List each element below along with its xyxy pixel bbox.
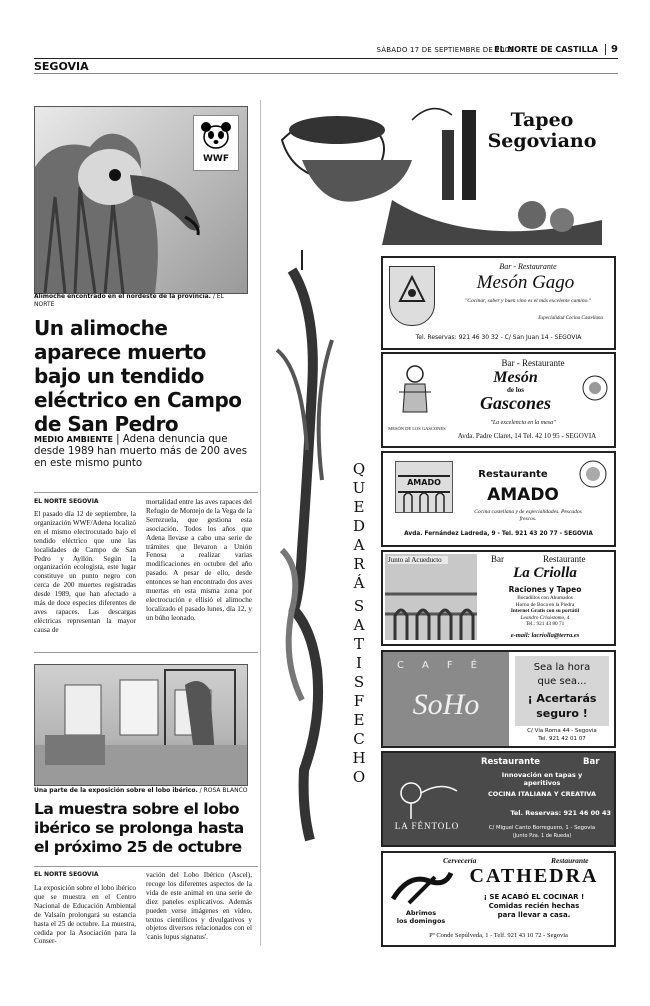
ad-restaurante-amado[interactable] [381, 451, 616, 547]
byline2-rule [34, 866, 258, 867]
section-label: SEGOVIA [34, 60, 89, 73]
slogan-letter: C [353, 730, 365, 748]
amado-footer: Avda. Fernández Ladreda, 9 - Tel. 921 43 20 77 - SEGOVIA [383, 531, 614, 537]
slogan-letter: O [352, 768, 366, 786]
slogan-letter: E [353, 498, 365, 516]
gascones-name [448, 370, 583, 412]
gago-top: Bar - Restaurante [499, 262, 557, 271]
fentolo-desc [473, 771, 611, 798]
gascones-seal-icon [581, 374, 609, 402]
amado-seal-icon [578, 459, 608, 489]
gascones-top: Bar - Restaurante [501, 358, 565, 368]
soho-slogan-3: ¡ Acertarás [527, 692, 597, 705]
vertical-slogan [352, 460, 366, 787]
fentolo-top-left: Restaurante [481, 757, 541, 767]
ad-la-fentolo[interactable] [381, 751, 616, 847]
cathedra-open-1: Abrimos [405, 909, 437, 917]
amado-badge: AMADO [407, 478, 441, 487]
ad-la-criolla[interactable] [381, 550, 616, 646]
wwf-logo [193, 115, 239, 171]
gascones-slogan: "La excelencia en la mesa" [490, 420, 556, 426]
criolla-line-2: Horno de Boca en la Piedra [515, 601, 575, 608]
cathedra-top-right: Restaurante [551, 856, 589, 865]
section-rule [34, 73, 618, 74]
amado-top: Restaurante [478, 469, 548, 480]
soho-slogan-1: Sea la hora [533, 662, 591, 673]
story-divider [34, 652, 258, 653]
slogan-letter: D [352, 517, 366, 535]
criolla-sub: Raciones y Tapeo [508, 585, 582, 594]
header-paper: EL NORTE DE CASTILLA [494, 45, 598, 54]
fentolo-desc-3: COCINA ITALIANA Y CREATIVA [487, 790, 597, 798]
amado-name: AMADO [487, 485, 559, 505]
fentolo-phone: Tel. Reservas: 921 46 00 43 [510, 809, 611, 817]
slogan-letter: Q [352, 460, 366, 478]
panda-icon [198, 120, 234, 150]
soho-panel [383, 652, 509, 746]
gascones-side: MESÓN DE LOS GASCONES [388, 426, 446, 431]
ad-cafe-soho[interactable] [381, 650, 616, 748]
slogan-letter: F [353, 692, 365, 710]
gascones-name-3: Gascones [480, 393, 551, 413]
criolla-side: Junto al Acueducto [388, 556, 448, 564]
story1-col2: mortalidad entre las aves rapaces del Refugio de Montejo de la Vega de la Serrezuela, que gestiona esta asociación. Todos los años que Adena llevase a cabo una serie de trámites que llevaron a Unión Fenosa a realizar varias modificaciones en octubre del año pasado. A pesar de ello, desde entonces se han encontrado dos aves muertas en esta misma zona por electrocución e ellisió el alimoche localizado el pasado lunes, día 12, y un búho leonado. [146, 498, 252, 622]
tapeo-title [467, 110, 617, 152]
soho-slogan-2: que sea... [537, 676, 587, 687]
caption2-text: Una parte de la exposición sobre el lobo ibérico. [34, 787, 198, 794]
caption-credit: / EL NORTE [34, 293, 224, 308]
criolla-aqueduct-photo [385, 554, 477, 640]
slogan-letter: R [353, 555, 365, 573]
criolla-details [479, 595, 611, 628]
fentolo-desc-2: aperitivos [523, 779, 561, 787]
gascones-footer: Avda. Padre Claret, 14 Tel. 42 10 95 - SEGOVIA [457, 432, 597, 440]
slogan-letter: E [353, 711, 365, 729]
subhead-text: Adena denuncia que desde 1989 han muerto más de 200 aves en este mismo punto [34, 434, 248, 469]
fentolo-desc-1: Innovación en tapas y [501, 771, 583, 779]
headline-2: La muestra sobre el lobo ibérico se prolonga hasta el próximo 25 de octubre [34, 800, 244, 856]
soho-address: C/ Vía Roma 44 - Segovia [527, 728, 597, 734]
fentolo-logo-icon [391, 773, 461, 821]
soho-cafe: CAFÉ [397, 660, 495, 671]
soho-brand: SoHo [412, 688, 480, 721]
story1-col1: El pasado día 12 de septiembre, la organización WWF/Adena localizó en el mismo electrocutado bajo el tendido eléctrico que une las localidades de Campo de San Pedro y Ayllón. Según la organización ecologista, este lugar constituye un punto negro con cerca de 200 muertes registradas desde 1989, que han afectado a más de doce especies diferentes de aves rapaces. Las descargas eléctricas representan la mayor causa de [34, 510, 136, 634]
column-divider [260, 100, 261, 946]
hanging-ham-illustration [272, 250, 338, 850]
gago-quote: "Cocinar, saber y buen vino es el más excelente camino." [464, 298, 592, 304]
tapeo-title-2: Segoviano [487, 130, 597, 152]
slogan-letter: Á [353, 574, 365, 592]
story2-col1: La exposición sobre el lobo ibérico que se muestra en el Centro Nacional de Educación Ambiental de Valsaín prolongará su estancia hasta el 25 de octubre. La muestra, cedida por la Asociación para la Conser- [34, 884, 136, 946]
cathedra-open [391, 909, 451, 925]
slogan-letter: S [353, 673, 365, 691]
header-rule [34, 58, 618, 59]
headline: Un alimoche aparece muerto bajo un tendido eléctrico en Campo de San Pedro [34, 316, 242, 436]
story2-col2: vación del Lobo Ibérico (Ascel), recoge los diferentes aspectos de la vida de este animal en una serie de diez paneles explicativos. Además pueden verse imágenes en vídeo, textos científicos y divulgativos y objetos diversos relacionados con el 'canis lupus signatus'. [146, 871, 252, 942]
soho-slogan-box [515, 656, 609, 726]
criolla-name: La Criolla [513, 565, 577, 581]
cathedra-logo-icon [389, 867, 455, 907]
cathedra-promo [457, 893, 611, 920]
byline-rule [34, 492, 258, 493]
fentolo-name: LA FÉNTOLO [394, 821, 460, 831]
subhead: MEDIO AMBIENTE | Adena denuncia que desde 1989 han muerto más de 200 aves en este mismo punto [34, 434, 248, 469]
wwf-label: WWF [202, 154, 229, 164]
criolla-line-5: Tel.: 921 43 80 71 [525, 621, 565, 627]
kicker: MEDIO AMBIENTE [34, 435, 113, 444]
soho-phone: Tel. 921 42 01 07 [538, 736, 586, 742]
soho-slogan-4: seguro ! [536, 707, 588, 720]
header-date: SÁBADO 17 DE SEPTIEMBRE DE 2005 [376, 46, 514, 54]
cathedra-promo-2: Comidas recién hechas [488, 902, 580, 910]
gascones-name-1: Mesón [493, 369, 538, 386]
cathedra-top-left: Cervecería [443, 856, 477, 865]
criolla-top-right: Restaurante [543, 554, 586, 564]
criolla-top-left: Bar [491, 554, 504, 564]
gago-footer: Tel. Reservas: 921 46 30 32 - C/ San Juan 14 - SEGOVIA [415, 334, 582, 341]
slogan-letter: H [352, 749, 366, 767]
slogan-letter: S [353, 597, 365, 615]
criolla-email[interactable]: e-mail: lacriolla@terra.es [510, 632, 580, 639]
cathedra-footer: Pº Conde Sepúlveda, 1 - Telf. 921 43 10 72 - Segovia [429, 932, 568, 939]
cathedra-open-2: los domingos [396, 917, 446, 925]
photo-caption [34, 293, 246, 309]
byline-2: EL NORTE SEGOVIA [34, 871, 99, 878]
criolla-line-1: Bocadillos con Ahumados [517, 595, 573, 601]
gago-name: Mesón Gago [476, 272, 575, 293]
ad-meson-gascones[interactable] [381, 352, 616, 448]
ad-cathedra[interactable] [381, 851, 616, 947]
photo2-caption [34, 787, 252, 795]
gago-crest [389, 266, 435, 326]
cathedra-promo-3: para llevar a casa. [497, 911, 571, 919]
fentolo-address-2: (Junto Pza. 1 de Rueda) [512, 833, 572, 839]
criolla-line-3: Internet Gratis con su portátil [510, 608, 580, 614]
vulture-photo [34, 106, 248, 294]
tapeo-title-1: Tapeo [510, 109, 574, 131]
page-header [34, 44, 618, 58]
wolf-exhibition-photo [34, 664, 248, 786]
caption-text: Alimoche encontrado en el nordeste de la provincia. [34, 293, 211, 300]
slogan-letter: T [353, 635, 364, 653]
fentolo-top-right: Bar [583, 757, 600, 767]
gago-note: Especialidad Cocina Castellana [538, 316, 603, 321]
gascones-name-2: de los [507, 386, 524, 394]
tapeo-illustration [272, 100, 616, 250]
amado-aqueduct-logo [395, 461, 453, 513]
byline: EL NORTE SEGOVIA [34, 498, 99, 505]
ad-meson-gago[interactable] [381, 256, 616, 350]
cathedra-name: CATHEDRA [457, 865, 611, 888]
cathedra-promo-1: ¡ SE ACABÓ EL COCINAR ! [483, 893, 585, 901]
knight-icon [397, 362, 433, 422]
amado-desc: Cocina castellana y de especialidades. Pescados frescos. [474, 509, 582, 522]
criolla-line-4: Leandro Crisóstomo, 4 [520, 614, 570, 621]
caption2-credit: / ROSA BLANCO [199, 787, 248, 794]
header-page-number: 9 [605, 44, 618, 55]
slogan-letter: A [353, 536, 365, 554]
slogan-letter: I [356, 654, 362, 672]
slogan-letter: U [352, 479, 366, 497]
slogan-letter: A [353, 616, 365, 634]
fentolo-address: C/ Miguel Canto Borreguero, 1 - Segovia [488, 825, 596, 831]
